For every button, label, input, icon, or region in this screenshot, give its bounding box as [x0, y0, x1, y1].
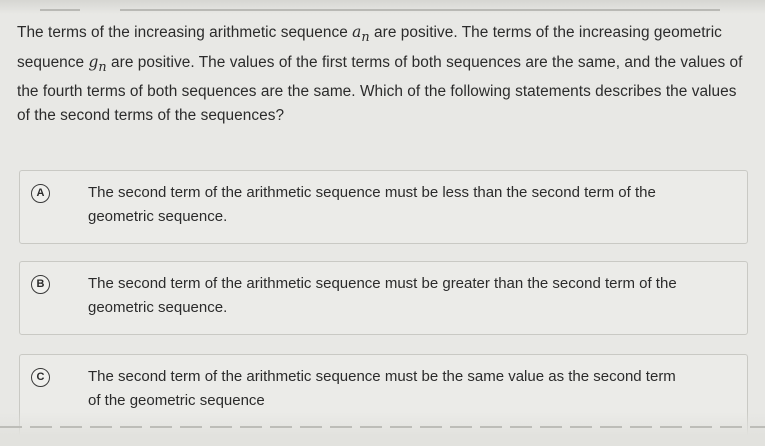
var-g-symbol: g [88, 53, 99, 72]
var-g [88, 53, 107, 76]
question-part: are positive. The values of the first terms of both sequences are the same, and the values of the fourth terms of both sequences are the same. Which of the following statements describes the values of the second terms of the sequences? [17, 54, 743, 125]
answer-choice-a[interactable] [19, 170, 748, 244]
bottom-edge-dashes [0, 426, 765, 428]
choice-letter-b-icon: B [31, 275, 50, 294]
var-g-subscript: n [98, 60, 107, 76]
var-a [352, 23, 370, 46]
question-part: are positive. The terms of the increasing geometric sequence [17, 24, 722, 72]
answer-choice-b[interactable] [19, 261, 748, 335]
choice-letter-c-icon: C [31, 368, 50, 387]
choice-text-a: The second term of the arithmetic sequence must be less than the second term of the geometric sequence. [88, 184, 656, 225]
question-part: The terms of the increasing arithmetic sequence [17, 24, 353, 41]
choice-text-c: The second term of the arithmetic sequence must be the same value as the second term of the geometric sequence [88, 368, 676, 409]
top-edge [0, 0, 765, 14]
choice-letter-a-icon: A [31, 184, 50, 203]
question-text [17, 20, 745, 128]
edge-mark [120, 9, 720, 11]
edge-mark [40, 9, 80, 11]
choice-text-b: The second term of the arithmetic sequence must be greater than the second term of the geometric sequence. [88, 275, 677, 316]
var-a-subscript: n [361, 30, 370, 46]
bottom-edge [0, 412, 765, 446]
var-a-symbol: a [352, 23, 362, 41]
